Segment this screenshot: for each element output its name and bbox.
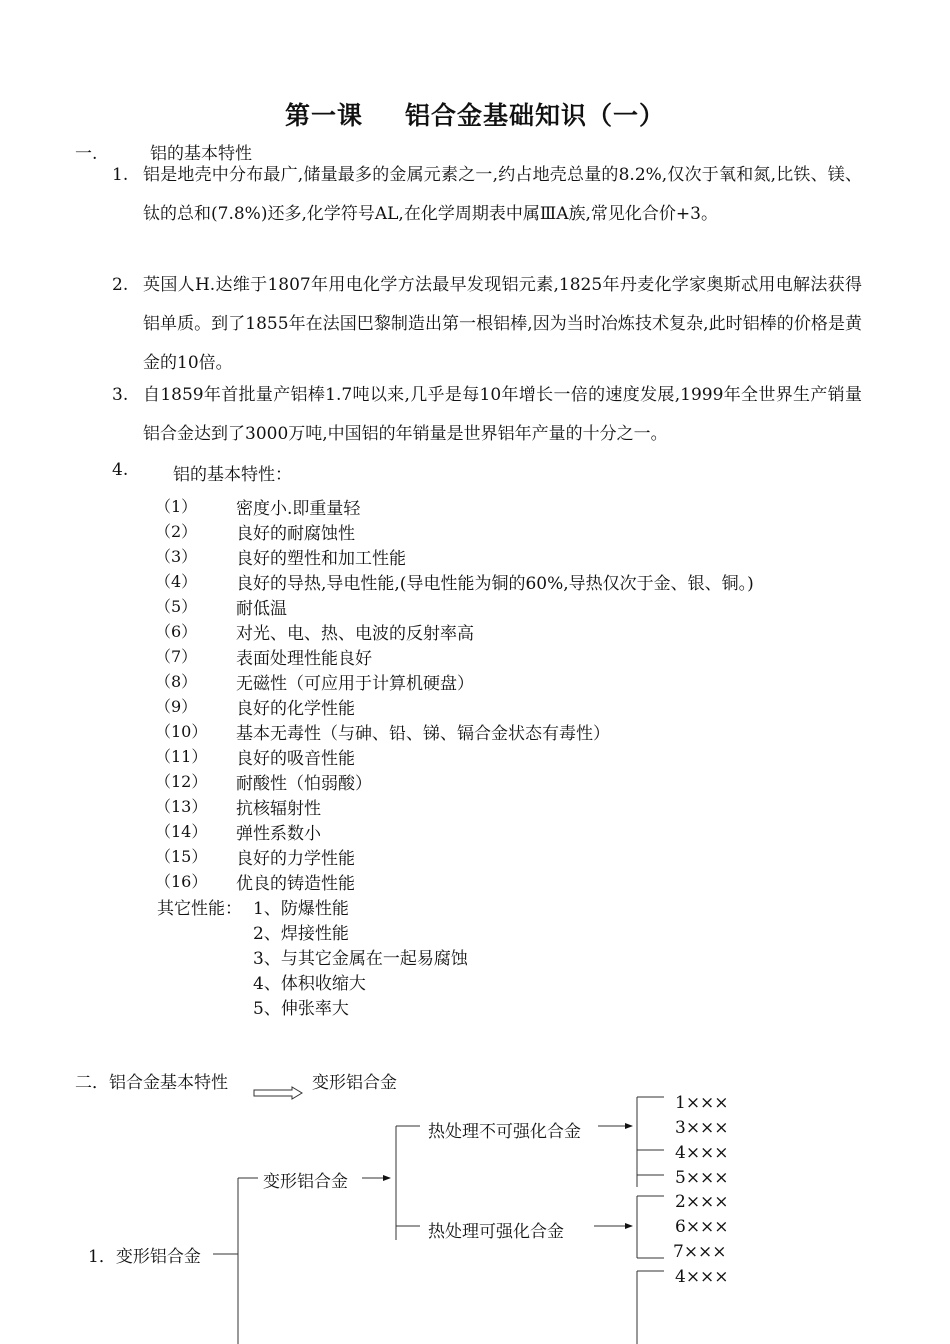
hollow-arrow-icon — [254, 1087, 302, 1099]
other-property: 2、焊接性能 — [253, 924, 349, 944]
property-text: 无磁性（可应用于计算机硬盘） — [236, 674, 474, 694]
property-text: 密度小.即重量轻 — [236, 499, 361, 519]
property-number: （3） — [155, 547, 198, 566]
series-b-item: 4××× — [675, 1267, 729, 1287]
diagram-branch-b: 热处理可强化合金 — [428, 1222, 564, 1242]
property-number: （4） — [155, 572, 198, 591]
paragraph-text: 英国人H.达维于1807年用电化学方法最早发现铝元素,1825年丹麦化学家奥斯忒用电解法获得铝单质。到了1855年在法国巴黎制造出第一根铝棒,因为当时冶炼技术复杂,此时铝棒的价格是黄金的10倍。 — [143, 275, 862, 373]
property-text: 优良的铸造性能 — [236, 874, 355, 894]
property-number: （8） — [155, 672, 198, 691]
property-text: 耐低温 — [236, 599, 287, 619]
property-text: 对光、电、热、电波的反射率高 — [236, 624, 474, 644]
other-property: 4、体积收缩大 — [253, 974, 366, 994]
property-number: （1） — [155, 497, 198, 516]
series-b-item: 2××× — [675, 1192, 729, 1212]
property-number: （7） — [155, 647, 198, 666]
property-text: 良好的化学性能 — [236, 699, 355, 719]
page-title: 第一课 铝合金基础知识（一） — [284, 101, 666, 130]
paragraph-number: 3. — [112, 385, 129, 405]
paragraph-text: 铝是地壳中分布最广,储量最多的金属元素之一,约占地壳总量的8.2%,仅次于氧和氮,比铁、镁、钛的总和(7.8%)还多,化学符号AL,在化学周期表中属ⅢA族,常见化合价+3。 — [143, 165, 862, 224]
property-number: （12） — [155, 772, 208, 791]
diagram-root: 1．变形铝合金 — [88, 1247, 201, 1267]
paragraph-text: 自1859年首批量产铝棒1.7吨以来,几乎是每10年增长一倍的速度发展,1999年全世界生产销量铝合金达到了3000万吨,中国铝的年销量是世界铝年产量的十分之一。 — [143, 385, 862, 444]
diagram-branch-a: 热处理不可强化合金 — [428, 1122, 581, 1142]
property-text: 良好的力学性能 — [236, 849, 355, 869]
property-text: 基本无毒性（与砷、铅、锑、镉合金状态有毒性） — [236, 724, 610, 744]
property-number: （10） — [155, 722, 208, 741]
paragraph-number: 2. — [112, 275, 129, 295]
series-b-item: 6××× — [675, 1217, 729, 1237]
paragraph-number: 1. — [112, 165, 129, 185]
section2-heading: 二．铝合金基本特性 — [75, 1073, 228, 1093]
property-text: 表面处理性能良好 — [236, 649, 372, 669]
property-text: 弹性系数小 — [236, 824, 321, 844]
item4-number: 4. — [112, 460, 129, 480]
property-number: （5） — [155, 597, 198, 616]
property-text: 良好的耐腐蚀性 — [236, 524, 355, 544]
property-number: （15） — [155, 847, 208, 866]
series-a-item: 5××× — [675, 1168, 729, 1188]
property-text: 抗核辐射性 — [236, 799, 321, 819]
property-number: （11） — [155, 747, 208, 766]
property-number: （2） — [155, 522, 198, 541]
item4-text: 铝的基本特性： — [173, 465, 292, 485]
property-text: 耐酸性（怕弱酸） — [236, 774, 372, 794]
series-a-item: 1××× — [675, 1093, 729, 1113]
property-text: 良好的吸音性能 — [236, 749, 355, 769]
section1-number: 一. — [75, 144, 98, 164]
series-a-item: 4××× — [675, 1143, 729, 1163]
other-properties-label: 其它性能： — [157, 899, 242, 919]
property-text: 良好的塑性和加工性能 — [236, 549, 406, 569]
series-b-item: 7××× — [673, 1242, 727, 1262]
section1-heading: 铝的基本特性 — [150, 144, 252, 164]
property-number: （9） — [155, 697, 198, 716]
series-a-item: 3××× — [675, 1118, 729, 1138]
other-property: 1、防爆性能 — [253, 899, 349, 919]
property-number: （13） — [155, 797, 208, 816]
property-number: （14） — [155, 822, 208, 841]
property-number: （6） — [155, 622, 198, 641]
section2-arrow-target: 变形铝合金 — [312, 1073, 397, 1093]
property-text: 良好的导热,导电性能,(导电性能为铜的60%,导热仅次于金、银、铜。) — [236, 574, 754, 594]
diagram-mid-node: 变形铝合金 — [263, 1172, 348, 1192]
other-property: 5、伸张率大 — [253, 999, 349, 1019]
property-number: （16） — [155, 872, 208, 891]
other-property: 3、与其它金属在一起易腐蚀 — [253, 949, 468, 969]
